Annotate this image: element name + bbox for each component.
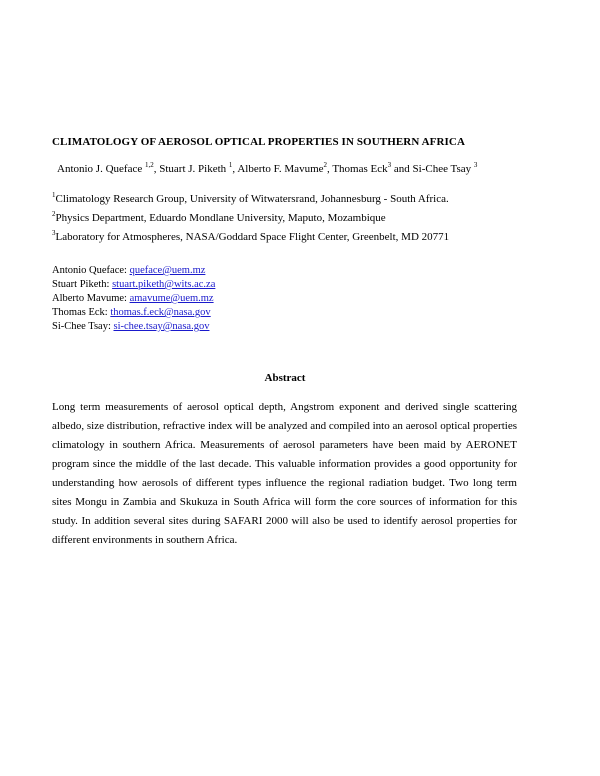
affiliation-number: 3 xyxy=(52,229,56,237)
paper-title: CLIMATOLOGY OF AEROSOL OPTICAL PROPERTIES IN SOUTHERN AFRICA xyxy=(52,136,465,148)
email-link[interactable]: si-chee.tsay@nasa.gov xyxy=(113,321,210,332)
abstract-body: Long term measurements of aerosol optical depth, Angstrom exponent and derived single scattering albedo, size distribution, refractive index will be analyzed and compiled into an aerosol optical properties climatology in southern Africa. Measurements of aerosol parameters have been maid by AERONET program since the middle of the last decade. This valuable information provides a good opportunity for understanding how aerosols of different types influence the regional radiation budget. Two long term sites Mongu in Zambia and Skukuza in South Africa will form the core sources of information for this study. In addition several sites during SAFARI 2000 will also be used to identify aerosol properties for different environments in southern Africa. xyxy=(52,401,517,546)
author-affiliation-mark: 2 xyxy=(323,161,328,169)
author-line xyxy=(57,163,477,175)
affiliation-text: Physics Department, Eduardo Mondlane University, Maputo, Mozambique xyxy=(55,212,386,224)
author-name: Antonio J. Queface xyxy=(57,163,145,175)
contact-row xyxy=(52,320,215,334)
author-separator: , xyxy=(232,163,238,175)
contact-row xyxy=(52,264,215,278)
author-name: Si-Chee Tsay xyxy=(412,163,474,175)
contact-name: Alberto Mavume: xyxy=(52,293,130,304)
author-name: Alberto F. Mavume xyxy=(237,163,324,175)
email-link[interactable]: stuart.piketh@wits.ac.za xyxy=(112,279,216,290)
affiliation xyxy=(52,212,386,224)
contact-name: Antonio Queface: xyxy=(52,265,130,276)
contact-name: Thomas Eck: xyxy=(52,307,111,318)
affiliation xyxy=(52,193,449,205)
author-separator: , xyxy=(327,163,333,175)
contact-row xyxy=(52,292,215,306)
contact-list xyxy=(52,264,215,334)
affiliation xyxy=(52,231,449,243)
author-affiliation-mark: 1,2 xyxy=(144,161,154,169)
affiliation-number: 2 xyxy=(52,210,56,218)
contact-row xyxy=(52,306,215,320)
email-link[interactable]: queface@uem.mz xyxy=(129,265,206,276)
abstract-heading: Abstract xyxy=(264,372,306,384)
author-affiliation-mark: 3 xyxy=(387,161,392,169)
author-affiliation-mark: 3 xyxy=(473,161,478,169)
email-link[interactable]: amavume@uem.mz xyxy=(129,293,214,304)
contact-name: Si-Chee Tsay: xyxy=(52,321,114,332)
affiliation-text: Laboratory for Atmospheres, NASA/Goddard Space Flight Center, Greenbelt, MD 20771 xyxy=(55,231,450,243)
author-name: Stuart J. Piketh xyxy=(159,163,229,175)
contact-name: Stuart Piketh: xyxy=(52,279,113,290)
author-separator: and xyxy=(391,163,413,175)
email-link[interactable]: thomas.f.eck@nasa.gov xyxy=(110,307,211,318)
affiliation-text: Climatology Research Group, University of Witwatersrand, Johannesburg - South Africa. xyxy=(55,193,449,205)
author-name: Thomas Eck xyxy=(332,163,388,175)
author-separator: , xyxy=(153,163,160,175)
author-affiliation-mark: 1 xyxy=(228,161,233,169)
contact-row xyxy=(52,278,215,292)
affiliation-number: 1 xyxy=(52,191,56,199)
